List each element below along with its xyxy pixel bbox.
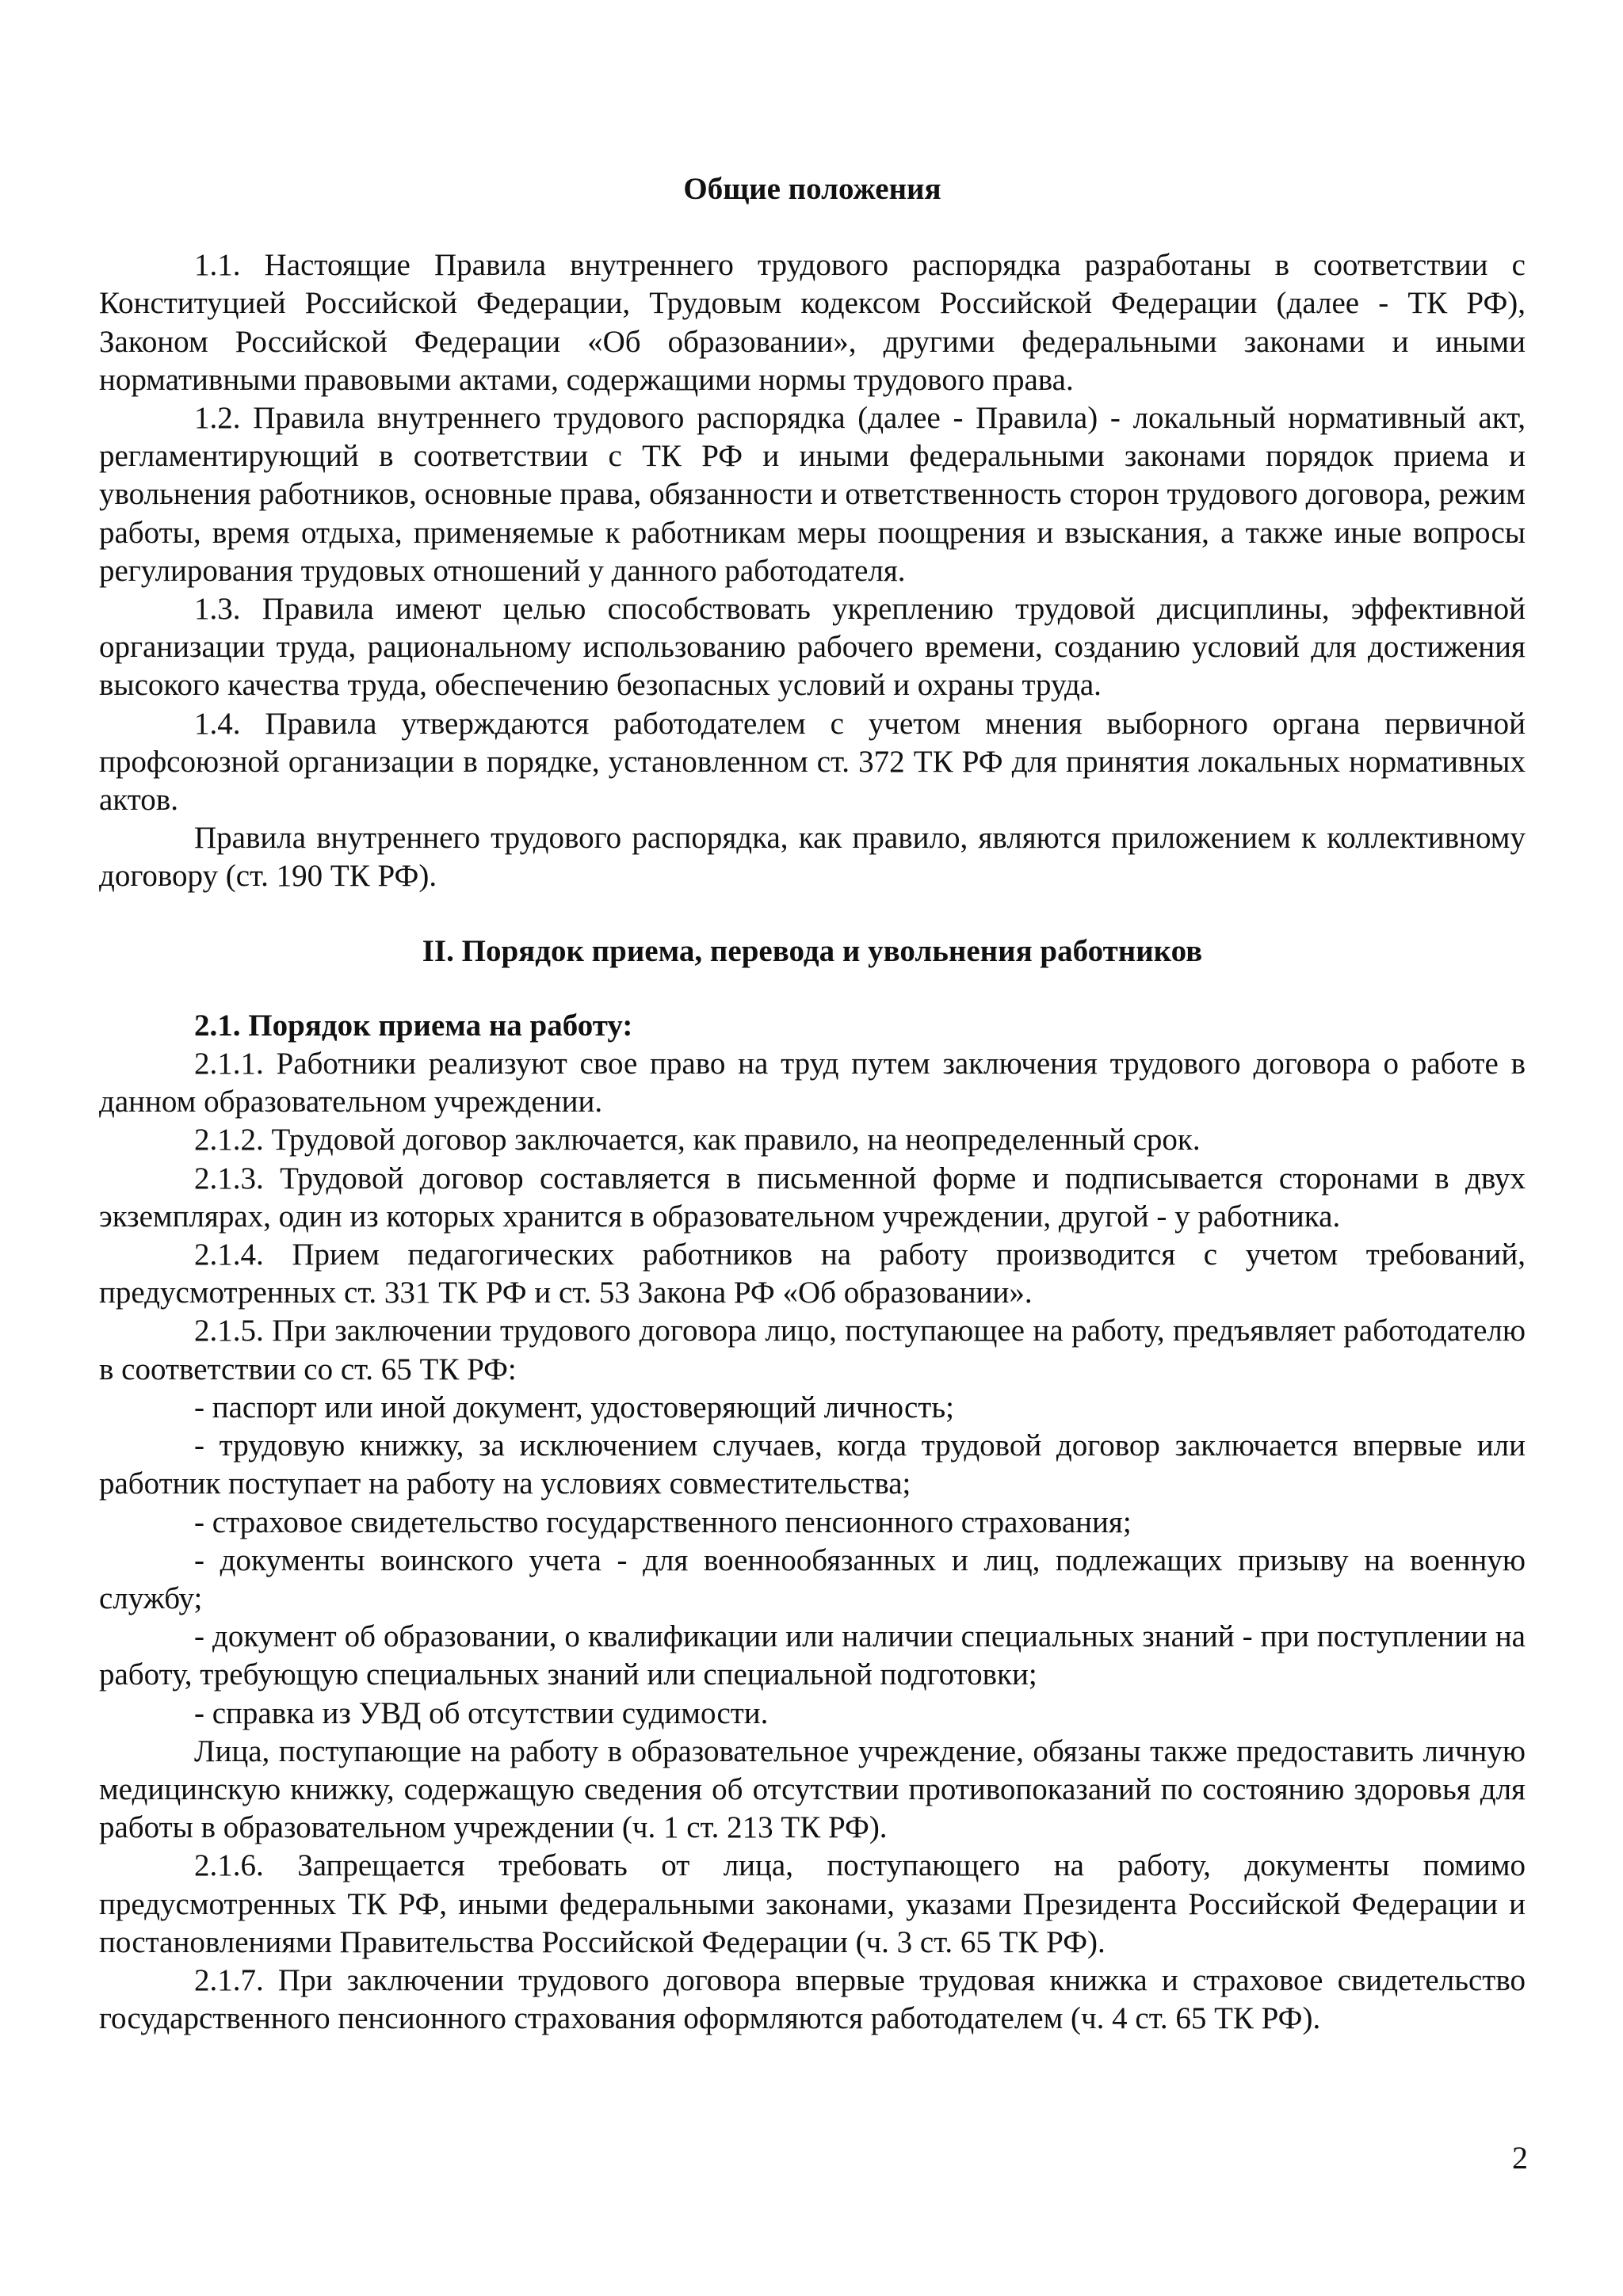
paragraph-medical-book: Лица, поступающие на работу в образовательное учреждение, обязаны также предоставить личную медицинскую книжку, содержащую сведения об отсутствии противопоказаний по состоянию здоровья для работы в образовательном учреждении (ч. 1 ст. 213 ТК РФ). (99, 1733, 1526, 1845)
paragraph-1-3: 1.3. Правила имеют целью способствовать укреплению трудовой дисциплины, эффективной организации труда, рациональному использованию рабочего времени, созданию условий для достижения высокого качества труда, обеспечению безопасных условий и охраны труда. (99, 592, 1526, 703)
subsection-title-2-1: 2.1. Порядок приема на работу: (194, 1008, 633, 1043)
list-item-insurance: - страховое свидетельство государственного пенсионного страхования; (194, 1505, 1132, 1539)
page-content (99, 170, 1526, 2038)
list-item-military: - документы воинского учета - для военнообязанных и лиц, подлежащих призыву на военную службу; (99, 1543, 1526, 1615)
section-title-hiring: II. Порядок приема, перевода и увольнения работников (422, 933, 1203, 968)
paragraph-1-2: 1.2. Правила внутреннего трудового распорядка (далее - Правила) - локальный нормативный акт, регламентирующий в соответствии с ТК РФ и иными федеральными законами порядок приема и увольнения работников, основные права, обязанности и ответственность сторон трудового договора, режим работы, время отдыха, применяемые к работникам меры поощрения и взыскания, а также иные вопросы регулирования трудовых отношений у данного работодателя. (99, 401, 1526, 588)
paragraph-1-1: 1.1. Настоящие Правила внутреннего трудового распорядка разработаны в соответствии с Конституцией Российской Федерации, Трудовым кодексом Российской Федерации (далее - ТК РФ), Законом Российской Федерации «Об образовании», другими федеральными законами и иными нормативными правовыми актами, содержащими нормы трудового права. (99, 248, 1526, 397)
list-item-passport: - паспорт или иной документ, удостоверяющий личность; (194, 1390, 954, 1425)
paragraph-2-1-3: 2.1.3. Трудовой договор составляется в письменной форме и подписывается сторонами в двух экземплярах, один из которых хранится в образовательном учреждении, другой - у работника. (99, 1161, 1526, 1234)
list-item-workbook: - трудовую книжку, за исключением случаев, когда трудовой договор заключается впервые или работник поступает на работу на условиях совместительства; (99, 1428, 1526, 1501)
section-title-general: Общие положения (683, 172, 941, 206)
paragraph-2-1-4: 2.1.4. Прием педагогических работников на работу производится с учетом требований, предусмотренных ст. 331 ТК РФ и ст. 53 Закона РФ «Об образовании». (99, 1238, 1526, 1310)
list-item-education: - документ об образовании, о квалификации или наличии специальных знаний - при поступлении на работу, требующую специальных знаний или специальной подготовки; (99, 1619, 1526, 1692)
paragraph-2-1-2: 2.1.2. Трудовой договор заключается, как правило, на неопределенный срок. (194, 1123, 1201, 1158)
paragraph-2-1-1: 2.1.1. Работники реализуют свое право на труд путем заключения трудового договора о работе в данном образовательном учреждении. (99, 1047, 1526, 1119)
page-number: 2 (1512, 2140, 1528, 2176)
paragraph-2-1-5: 2.1.5. При заключении трудового договора лицо, поступающее на работу, предъявляет работодателю в соответствии со ст. 65 ТК РФ: (99, 1314, 1526, 1386)
list-item-criminal-record: - справка из УВД об отсутствии судимости. (194, 1695, 769, 1730)
paragraph-1-appendix: Правила внутреннего трудового распорядка, как правило, являются приложением к коллективному договору (ст. 190 ТК РФ). (99, 821, 1526, 894)
paragraph-1-4: 1.4. Правила утверждаются работодателем с учетом мнения выборного органа первичной профсоюзной организации в порядке, установленном ст. 372 ТК РФ для принятия локальных нормативных актов. (99, 706, 1526, 818)
paragraph-2-1-7: 2.1.7. При заключении трудового договора впервые трудовая книжка и страховое свидетельство государственного пенсионного страхования оформляются работодателем (ч. 4 ст. 65 ТК РФ). (99, 1962, 1526, 2036)
paragraph-2-1-6: 2.1.6. Запрещается требовать от лица, поступающего на работу, документы помимо предусмотренных ТК РФ, иными федеральными законами, указами Президента Российской Федерации и постановлениями Правительства Российской Федерации (ч. 3 ст. 65 ТК РФ). (99, 1848, 1526, 1959)
